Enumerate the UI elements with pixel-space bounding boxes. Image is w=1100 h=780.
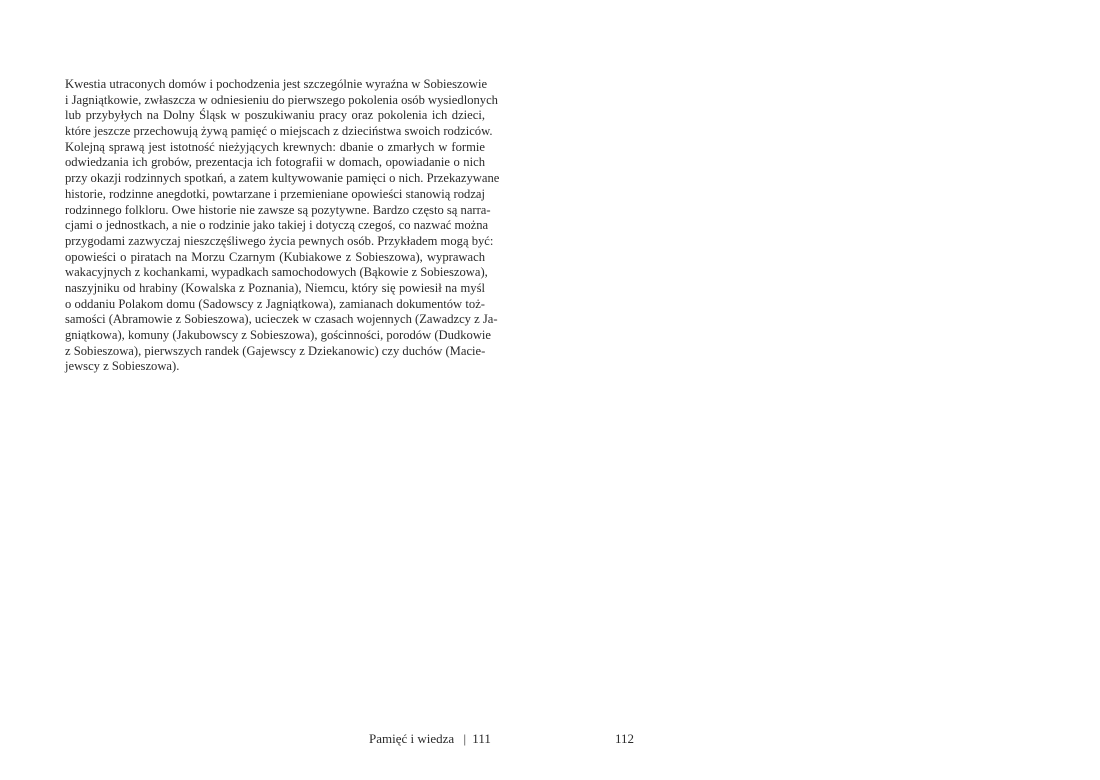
text-line: o oddaniu Polakom domu (Sadowscy z Jagniątkowa), zamianach dokumentów toż- [65, 296, 485, 311]
text-line: gniątkowa), komuny (Jakubowscy z Sobieszowa), gościnności, porodów (Dudkowie [65, 328, 492, 342]
text-line: naszyjniku od hrabiny (Kowalska z Poznania), Niemcu, który się powiesił na myśl [65, 280, 485, 295]
text-line: odwiedzania ich grobów, prezentacja ich fotografii w domach, opowiadanie o nich [65, 155, 485, 170]
text-line: przy okazji rodzinnych spotkań, a zatem kultywowanie pamięci o nich. Przekazywane [65, 171, 500, 186]
text-line: jewscy z Sobieszowa). [65, 359, 180, 374]
text-line: które jeszcze przechowują żywą pamięć o miejscach z dzieciństwa swoich rodziców. [65, 124, 493, 139]
text-line: i Jagniątkowie, zwłaszcza w odniesieniu do pierwszego pokolenia osób wysiedlonych [65, 92, 498, 107]
footer-separator: | [463, 731, 467, 746]
text-line: wakacyjnych z kochankami, wypadkach samochodowych (Bąkowie z Sobieszowa), [65, 265, 488, 280]
text-line: cjami o jednostkach, a nie o rodzinie jako takiej i dotyczą czegoś, co nazwać można [65, 218, 489, 233]
text-line: opowieści o piratach na Morzu Czarnym (Kubiakowe z Sobieszowa), wyprawach [65, 249, 485, 264]
text-line: przygodami zazwyczaj nieszczęśliwego życia pewnych osób. Przykładem mogą być: [65, 233, 494, 248]
text-line: samości (Abramowie z Sobieszowa), ucieczek w czasach wojennych (Zawadzcy z Ja- [65, 312, 498, 327]
text-line: Kwestia utraconych domów i pochodzenia jest szczególnie wyraźna w Sobieszowie [65, 77, 488, 91]
text-line: z Sobieszowa), pierwszych randek (Gajewscy z Dziekanowic) czy duchów (Macie- [65, 343, 486, 358]
page-number-right: 112 [615, 731, 635, 746]
page-footer [369, 731, 491, 747]
text-line: Kolejną sprawą jest istotność nieżyjących krewnych: dbanie o zmarłych w formie [65, 139, 485, 154]
text-line: rodzinnego folkloru. Owe historie nie zawsze są pozytywne. Bardzo często są narra- [65, 202, 491, 217]
text-line: lub przybyłych na Dolny Śląsk w poszukiwaniu pracy oraz pokolenia ich dzieci, [65, 108, 485, 123]
page-number: 111 [472, 731, 491, 746]
text-line: historie, rodzinne anegdotki, powtarzane i przemieniane opowieści stanowią rodzaj [65, 186, 485, 201]
right-page [550, 0, 1100, 780]
running-title: Pamięć i wiedza [369, 731, 455, 746]
body-paragraph [65, 77, 500, 375]
